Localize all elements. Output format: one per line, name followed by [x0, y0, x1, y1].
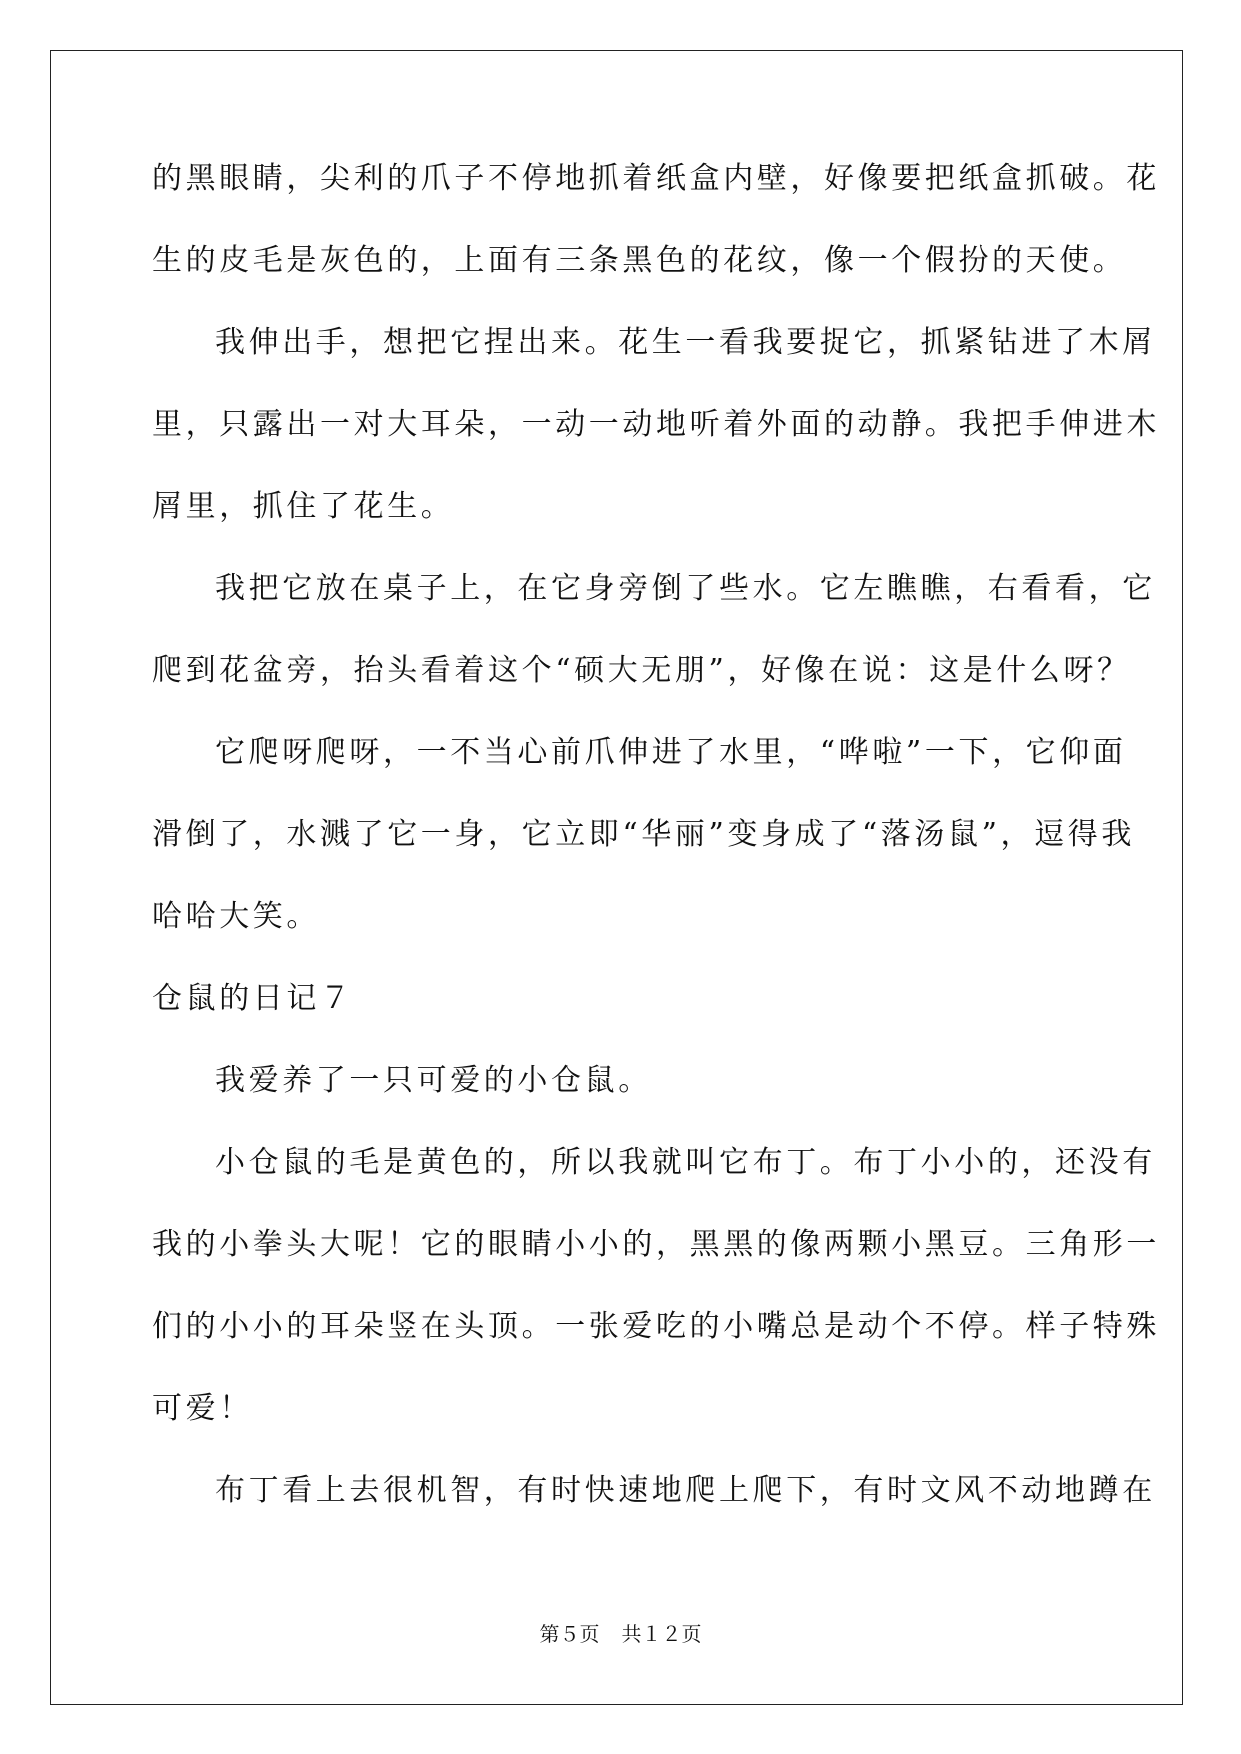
paragraph-start-line: 我把它放在桌子上，在它身旁倒了些水。它左瞧瞧，右看看，它 [215, 571, 1156, 606]
paragraph-start-line: 它爬呀爬呀，一不当心前爪伸进了水里，“哗啦”一下，它仰面 [215, 735, 1127, 770]
text-line: 爬到花盆旁，抬头看着这个“硕大无朋”，好像在说：这是什么呀？ [152, 653, 1131, 688]
paragraph-start-line: 小仓鼠的毛是黄色的，所以我就叫它布丁。布丁小小的，还没有 [215, 1145, 1156, 1180]
paragraph-start-line: 我爱养了一只可爱的小仓鼠。 [215, 1063, 652, 1098]
text-line: 生的皮毛是灰色的，上面有三条黑色的花纹，像一个假扮的天使。 [152, 243, 1127, 278]
paragraph-start-line: 布丁看上去很机智，有时快速地爬上爬下，有时文风不动地蹲在 [215, 1473, 1156, 1508]
document-body [152, 161, 1160, 1556]
paragraph-start-line: 我伸出手，想把它捏出来。花生一看我要捉它，抓紧钻进了木屑 [215, 325, 1156, 360]
text-line: 滑倒了，水溅了它一身，它立即“华丽”变身成了“落汤鼠”，逗得我 [152, 817, 1135, 852]
text-line: 的黑眼睛，尖利的爪子不停地抓着纸盒内壁，好像要把纸盒抓破。花 [152, 161, 1160, 196]
page-number: 第５页 [539, 1622, 600, 1646]
text-line: 可爱！ [152, 1391, 253, 1426]
page-total: 共１２页 [621, 1622, 702, 1646]
text-line: 里，只露出一对大耳朵，一动一动地听着外面的动静。我把手伸进木 [152, 407, 1160, 442]
page-footer [0, 1622, 1241, 1646]
text-line: 我的小拳头大呢！它的眼睛小小的，黑黑的像两颗小黑豆。三角形一 [152, 1227, 1160, 1262]
text-line: 哈哈大笑。 [152, 899, 320, 934]
text-line: 们的小小的耳朵竖在头顶。一张爱吃的小嘴总是动个不停。样子特殊 [152, 1309, 1160, 1344]
text-line: 屑里，抓住了花生。 [152, 489, 455, 524]
section-heading: 仓鼠的日记７ [152, 981, 354, 1016]
